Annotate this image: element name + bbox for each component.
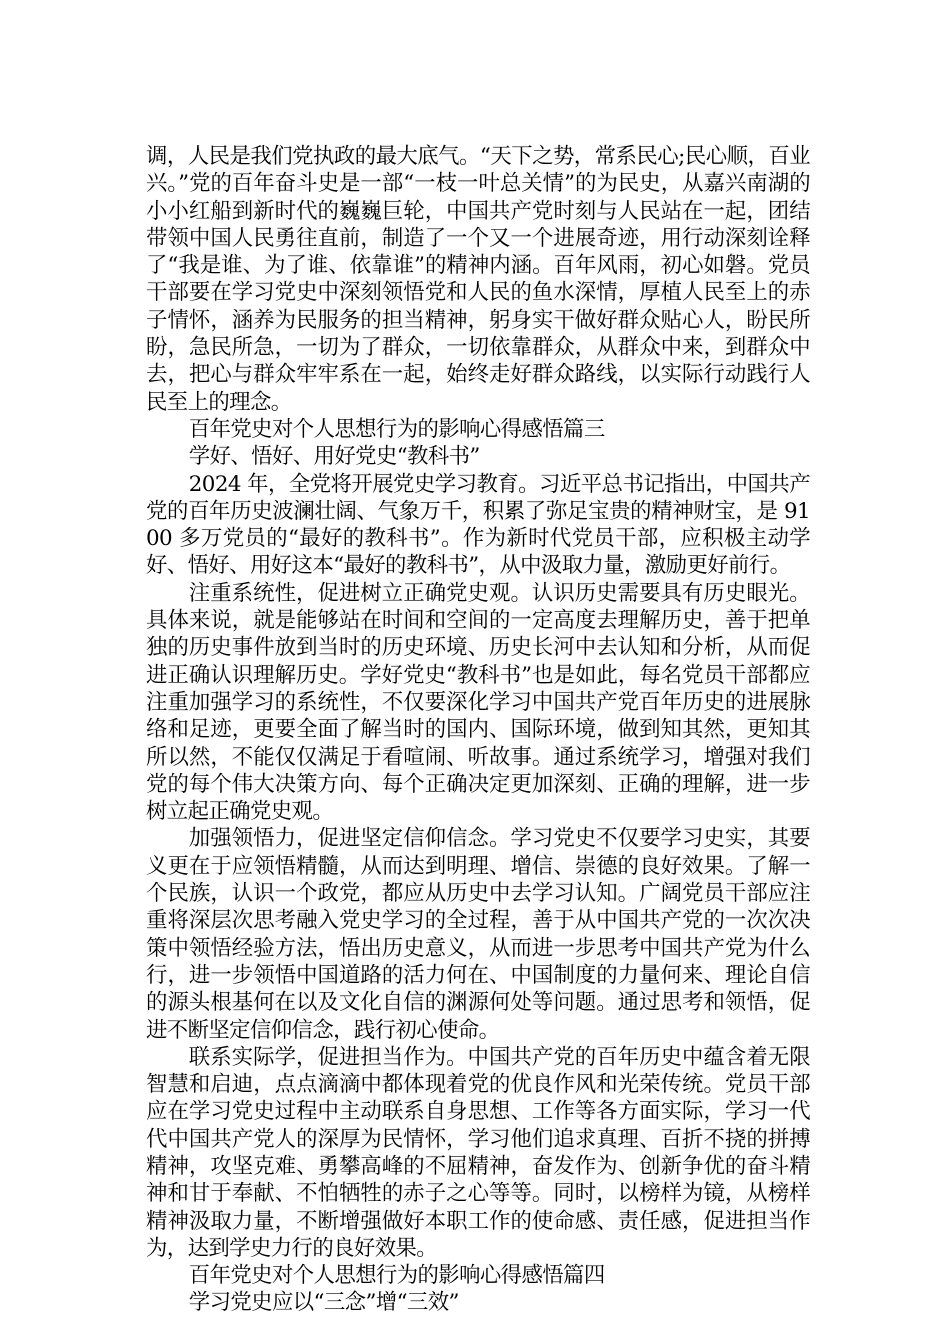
section-subheading: 学习党史应以“三念”增“三效” bbox=[188, 1290, 459, 1316]
section-heading: 百年党史对个人思想行为的影响心得感悟篇四 bbox=[188, 1263, 605, 1289]
body-paragraph: 注重系统性，促进树立正确党史观。认识历史需要具有历史眼光。具体来说，就是能够站在时间和空间的一定高度去理解历史，善于把单独的历史事件放到当时的历史环境、历史长河中去认知和分析，从而促进正确认识理解历史。学好党史“教科书”也是如此，每名党员干部都应注重加强学习的系统性，不仅要深化学习中国共产党百年历史的进展脉络和足迹，更要全面了解当时的国内、国际环境，做到知其然，更知其所以然，不能仅仅满足于看喧闹、听故事。通过系统学习，增强对我们党的每个伟大决策方向、每个正确决定更加深刻、正确的理解，进一步树立起正确党史观。 bbox=[146, 580, 810, 825]
body-paragraph: 联系实际学，促进担当作为。中国共产党的百年历史中蕴含着无限智慧和启迪，点点滴滴中都体现着党的优良作风和光荣传统。党员干部应在学习党史过程中主动联系自身思想、工作等各方面实际，学习一代代中国共产党人的深厚为民情怀，学习他们追求真理、百折不挠的拼搏精神，攻坚克难、勇攀高峰的不屈精神，奋发作为、创新争优的奋斗精神和甘于奉献、不怕牺牲的赤子之心等等。同时，以榜样为镜，从榜样精神汲取力量，不断增强做好本职工作的使命感、责任感，促进担当作为，达到学史力行的良好效果。 bbox=[146, 1044, 810, 1261]
section-heading: 百年党史对个人思想行为的影响心得感悟篇三 bbox=[188, 416, 605, 442]
body-paragraph: 加强领悟力，促进坚定信仰信念。学习党史不仅要学习史实，其要义更在于应领悟精髓，从而达到明理、增信、崇德的良好效果。了解一个民族，认识一个政党，都应从历史中去学习认知。广阔党员干部应注重将深层次思考融入党史学习的全过程，善于从中国共产党的一次次决策中领悟经验方法，悟出历史意义，从而进一步思考中国共产党为什么行，进一步领悟中国道路的活力何在、中国制度的力量何来、理论自信的源头根基何在以及文化自信的渊源何处等问题。通过思考和领悟，促进不断坚定信仰信念，践行初心使命。 bbox=[146, 826, 810, 1043]
body-paragraph: 2024 年，全党将开展党史学习教育。习近平总书记指出，中国共产党的百年历史波澜壮阔、气象万千，积累了弥足宝贵的精神财宝，是 9100 多万党员的“最好的教科书”。作为新时代党员干部，应积极主动学好、悟好、用好这本“最好的教科书”，从中汲取力量，激励更好前行。 bbox=[146, 471, 810, 579]
document-body bbox=[146, 143, 810, 1317]
section-subheading: 学好、悟好、用好党史“教科书” bbox=[188, 444, 480, 470]
body-paragraph: 调，人民是我们党执政的最大底气。“天下之势，常系民心;民心顺，百业兴。”党的百年奋斗史是一部“一枝一叶总关情”的为民史，从嘉兴南湖的小小红船到新时代的巍巍巨轮，中国共产党时刻与人民站在一起，团结带领中国人民勇往直前，制造了一个又一个进展奇迹，用行动深刻诠释了“我是谁、为了谁、依靠谁”的精神内涵。百年风雨，初心如磐。党员干部要在学习党史中深刻领悟党和人民的鱼水深情，厚植人民至上的赤子情怀，涵养为民服务的担当精神，躬身实干做好群众贴心人，盼民所盼，急民所急，一切为了群众，一切依靠群众，从群众中来，到群众中去，把心与群众牢牢系在一起，始终走好群众路线，以实际行动践行人民至上的理念。 bbox=[146, 144, 810, 415]
